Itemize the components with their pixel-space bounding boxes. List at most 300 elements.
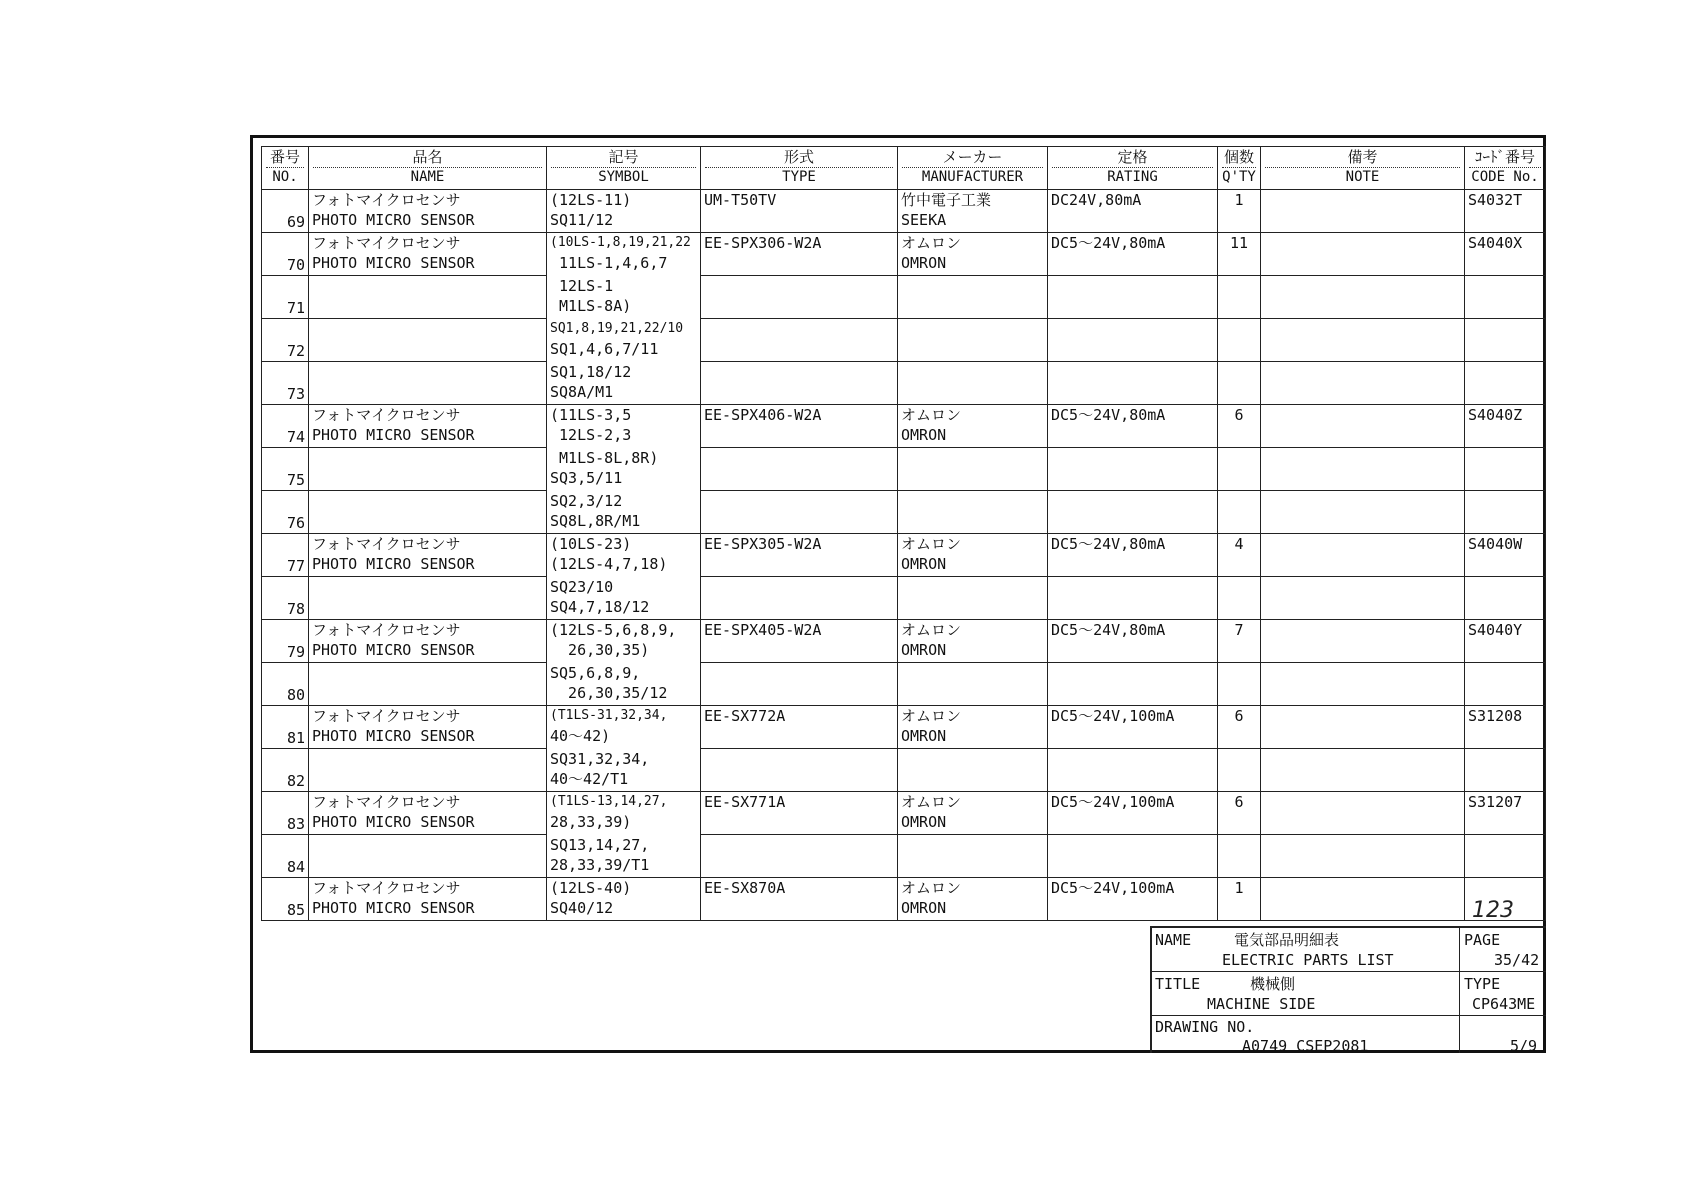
item-type	[701, 620, 898, 663]
item-symbol	[547, 405, 701, 448]
column-header-jp: メーカー	[902, 148, 1043, 168]
item-number-line: 78	[286, 600, 305, 618]
item-name	[309, 534, 547, 577]
item-name	[309, 190, 547, 233]
item-rating	[1048, 878, 1218, 921]
item-rating-line: DC5～24V,80mA	[1051, 535, 1166, 553]
handwritten-note: 123	[1472, 898, 1514, 923]
item-note	[1261, 534, 1465, 577]
item-number-line: 79	[286, 643, 305, 661]
item-symbol	[547, 190, 701, 233]
column-header	[1465, 147, 1546, 190]
item-manufacturer	[898, 534, 1048, 577]
item-symbol-line: (12LS-5,6,8,9,	[550, 621, 677, 639]
item-rating	[1048, 534, 1218, 577]
column-header	[1048, 147, 1218, 190]
item-number	[262, 663, 309, 706]
item-symbol	[547, 276, 701, 319]
item-name-line: PHOTO MICRO SENSOR	[312, 211, 475, 229]
item-manufacturer-line: 竹中電子工業	[901, 191, 992, 209]
item-rating	[1048, 577, 1218, 620]
item-number	[262, 190, 309, 233]
item-note	[1261, 233, 1465, 276]
item-quantity	[1218, 362, 1261, 405]
document-name-jp: 電気部品明細表	[1234, 931, 1340, 949]
item-number-line: 85	[286, 901, 305, 919]
item-symbol	[547, 362, 701, 405]
item-name	[309, 233, 547, 276]
column-header-en: NO.	[272, 169, 298, 185]
table-row	[262, 448, 1546, 491]
item-type	[701, 190, 898, 233]
item-name-line: PHOTO MICRO SENSOR	[312, 641, 475, 659]
item-code	[1465, 792, 1546, 835]
item-number	[262, 706, 309, 749]
item-name	[309, 663, 547, 706]
item-quantity-line: 6	[1234, 406, 1244, 424]
item-type	[701, 835, 898, 878]
name-label: NAME	[1155, 931, 1192, 949]
item-type-line: EE-SX771A	[704, 793, 786, 811]
item-note	[1261, 276, 1465, 319]
item-quantity	[1218, 190, 1261, 233]
item-symbol-line: SQ13,14,27,	[550, 835, 650, 854]
item-manufacturer	[898, 190, 1048, 233]
item-name	[309, 706, 547, 749]
item-number-line: 73	[286, 385, 305, 403]
item-symbol-line: SQ1,4,6,7/11	[550, 339, 659, 358]
drawing-no-label: DRAWING NO.	[1155, 1018, 1255, 1036]
item-type	[701, 319, 898, 362]
item-rating	[1048, 319, 1218, 362]
item-symbol-line: (T1LS-13,14,27,	[550, 794, 668, 809]
item-number-line: 69	[286, 213, 305, 231]
title-block-drawing-row	[1152, 1016, 1546, 1055]
column-header	[262, 147, 309, 190]
item-quantity	[1218, 835, 1261, 878]
item-type-line: EE-SX870A	[704, 879, 786, 897]
item-symbol-line: (11LS-3,5	[550, 406, 632, 424]
item-symbol-line: 26,30,35/12	[550, 683, 668, 702]
table-row	[262, 878, 1546, 921]
title-block-title-row	[1152, 972, 1546, 1016]
item-rating-line: DC5～24V,80mA	[1051, 406, 1166, 424]
item-note	[1261, 663, 1465, 706]
item-type	[701, 878, 898, 921]
item-rating	[1048, 362, 1218, 405]
item-rating	[1048, 706, 1218, 749]
item-symbol	[547, 448, 701, 491]
item-quantity	[1218, 276, 1261, 319]
item-note	[1261, 362, 1465, 405]
table-row	[262, 749, 1546, 792]
item-manufacturer-line: オムロン	[901, 234, 962, 252]
item-quantity	[1218, 663, 1261, 706]
item-number-line: 76	[286, 514, 305, 532]
item-rating-line: DC5～24V,100mA	[1051, 793, 1175, 811]
item-name-line: フォトマイクロセンサ	[312, 406, 461, 424]
item-name-line: PHOTO MICRO SENSOR	[312, 727, 475, 745]
table-row	[262, 620, 1546, 663]
item-symbol-line: 11LS-1,4,6,7	[550, 254, 668, 272]
item-note	[1261, 878, 1465, 921]
item-name	[309, 835, 547, 878]
item-manufacturer	[898, 792, 1048, 835]
table-row	[262, 577, 1546, 620]
item-name-line: フォトマイクロセンサ	[312, 879, 461, 897]
item-note	[1261, 749, 1465, 792]
item-symbol-line: SQ23/10	[550, 577, 614, 596]
item-code	[1465, 190, 1546, 233]
item-manufacturer	[898, 233, 1048, 276]
item-type	[701, 233, 898, 276]
item-number	[262, 362, 309, 405]
item-number-line: 77	[286, 557, 305, 575]
item-symbol-line: 28,33,39)	[550, 813, 632, 831]
item-code	[1465, 491, 1546, 534]
item-note	[1261, 835, 1465, 878]
item-quantity-line: 7	[1234, 621, 1244, 639]
item-name-line: フォトマイクロセンサ	[312, 191, 461, 209]
item-number	[262, 620, 309, 663]
column-header-jp: 品名	[313, 148, 542, 168]
item-symbol-line: 40～42/T1	[550, 769, 629, 788]
item-manufacturer	[898, 319, 1048, 362]
item-number	[262, 276, 309, 319]
page-label: PAGE	[1464, 931, 1501, 949]
item-number	[262, 405, 309, 448]
item-quantity	[1218, 749, 1261, 792]
item-code	[1465, 319, 1546, 362]
item-symbol-line: 28,33,39/T1	[550, 855, 650, 874]
item-symbol-line: 40～42)	[550, 727, 611, 745]
item-rating-line: DC5～24V,100mA	[1051, 879, 1175, 897]
column-header-en: CODE No.	[1471, 169, 1539, 185]
item-quantity	[1218, 233, 1261, 276]
column-header	[1261, 147, 1465, 190]
item-manufacturer-line: OMRON	[901, 813, 947, 831]
item-rating	[1048, 792, 1218, 835]
item-name-line: フォトマイクロセンサ	[312, 535, 461, 553]
item-code-line: S4040W	[1468, 535, 1523, 553]
item-number	[262, 835, 309, 878]
item-symbol	[547, 835, 701, 878]
title-en: MACHINE SIDE	[1207, 995, 1316, 1013]
item-quantity	[1218, 577, 1261, 620]
item-number-line: 74	[286, 428, 305, 446]
item-number	[262, 749, 309, 792]
item-quantity	[1218, 534, 1261, 577]
item-rating	[1048, 749, 1218, 792]
table-row	[262, 835, 1546, 878]
item-name	[309, 792, 547, 835]
item-note	[1261, 448, 1465, 491]
item-note	[1261, 190, 1465, 233]
column-header-en: Q'TY	[1222, 169, 1256, 185]
item-number	[262, 577, 309, 620]
item-number-line: 72	[286, 342, 305, 360]
item-name	[309, 319, 547, 362]
item-symbol	[547, 663, 701, 706]
item-rating-line: DC5～24V,80mA	[1051, 234, 1166, 252]
item-manufacturer	[898, 706, 1048, 749]
item-note	[1261, 620, 1465, 663]
item-number-line: 81	[286, 729, 305, 747]
item-symbol-line: M1LS-8A)	[550, 296, 632, 315]
item-code-line: S31207	[1468, 793, 1523, 811]
column-header-en: MANUFACTURER	[921, 169, 1024, 185]
item-code	[1465, 276, 1546, 319]
column-header	[898, 147, 1048, 190]
item-quantity-line: 6	[1234, 793, 1244, 811]
item-manufacturer	[898, 491, 1048, 534]
item-manufacturer-line: オムロン	[901, 879, 962, 897]
column-header-en: NAME	[410, 169, 445, 185]
item-type-line: EE-SPX306-W2A	[704, 234, 822, 252]
column-header-jp: 定格	[1052, 148, 1213, 168]
item-note	[1261, 706, 1465, 749]
table-row	[262, 362, 1546, 405]
item-symbol	[547, 534, 701, 577]
item-manufacturer-line: OMRON	[901, 727, 947, 745]
item-type-line: EE-SPX406-W2A	[704, 406, 822, 424]
item-code-line: S31208	[1468, 707, 1523, 725]
item-manufacturer-line: オムロン	[901, 406, 962, 424]
item-symbol-line: 26,30,35)	[550, 641, 650, 659]
item-manufacturer	[898, 448, 1048, 491]
column-header-en: NOTE	[1345, 169, 1380, 185]
column-header-jp: 個数	[1223, 148, 1254, 166]
item-code	[1465, 233, 1546, 276]
item-manufacturer	[898, 276, 1048, 319]
item-manufacturer-line: OMRON	[901, 641, 947, 659]
header-row	[262, 147, 1546, 190]
item-symbol-line: (12LS-4,7,18)	[550, 555, 668, 573]
item-note	[1261, 491, 1465, 534]
item-manufacturer	[898, 663, 1048, 706]
page-number: 35/42	[1494, 951, 1540, 969]
item-number-line: 71	[286, 299, 305, 317]
item-type	[701, 491, 898, 534]
item-symbol-line: SQ4,7,18/12	[550, 597, 650, 616]
item-symbol-line: M1LS-8L,8R)	[550, 448, 659, 467]
item-name-line: PHOTO MICRO SENSOR	[312, 254, 475, 272]
item-quantity	[1218, 620, 1261, 663]
item-manufacturer-line: OMRON	[901, 254, 947, 272]
item-manufacturer	[898, 620, 1048, 663]
title-block-name-row	[1152, 928, 1546, 972]
item-name	[309, 276, 547, 319]
item-manufacturer	[898, 878, 1048, 921]
item-number	[262, 319, 309, 362]
item-code-line: S4040Z	[1468, 406, 1523, 424]
item-symbol-line: SQ1,8,19,21,22/10	[550, 320, 684, 336]
item-code	[1465, 620, 1546, 663]
item-name-line: PHOTO MICRO SENSOR	[312, 426, 475, 444]
item-rating	[1048, 276, 1218, 319]
item-manufacturer-line: オムロン	[901, 793, 962, 811]
item-manufacturer-line: オムロン	[901, 535, 962, 553]
parts-rows	[262, 190, 1546, 921]
item-name	[309, 405, 547, 448]
column-header-en: SYMBOL	[598, 169, 649, 185]
item-code	[1465, 577, 1546, 620]
table-row	[262, 276, 1546, 319]
column-header-en: TYPE	[782, 169, 816, 185]
item-rating	[1048, 190, 1218, 233]
item-quantity	[1218, 405, 1261, 448]
item-code	[1465, 835, 1546, 878]
item-symbol-line: SQ8L,8R/M1	[550, 511, 641, 530]
item-symbol-line: SQ31,32,34,	[550, 749, 650, 768]
item-symbol-line: SQ2,3/12	[550, 491, 623, 510]
item-manufacturer-line: SEEKA	[901, 211, 947, 229]
item-symbol-line: (12LS-40)	[550, 879, 632, 897]
item-code-line: S4040Y	[1468, 621, 1523, 639]
item-type	[701, 577, 898, 620]
title-block	[1150, 926, 1546, 1053]
item-symbol-line: (10LS-1,8,19,21,22	[550, 235, 691, 250]
table-row	[262, 706, 1546, 749]
column-header	[309, 147, 547, 190]
item-symbol-line: SQ11/12	[550, 211, 614, 229]
item-name-line: フォトマイクロセンサ	[312, 707, 461, 725]
item-type	[701, 663, 898, 706]
item-number-line: 82	[286, 772, 305, 790]
item-manufacturer-line: OMRON	[901, 899, 947, 917]
item-symbol-line: (T1LS-31,32,34,	[550, 708, 668, 723]
column-header-jp: 番号	[266, 148, 304, 168]
table-row	[262, 233, 1546, 276]
electric-parts-table	[261, 146, 1546, 921]
item-code-line: S4040X	[1468, 234, 1523, 252]
item-rating-line: DC5～24V,100mA	[1051, 707, 1175, 725]
item-name-line: PHOTO MICRO SENSOR	[312, 555, 475, 573]
item-type	[701, 362, 898, 405]
item-quantity-line: 1	[1234, 879, 1244, 897]
table-row	[262, 190, 1546, 233]
column-header	[1218, 147, 1261, 190]
item-quantity-line: 11	[1229, 234, 1249, 252]
item-quantity-line: 6	[1234, 707, 1244, 725]
item-number	[262, 534, 309, 577]
item-code	[1465, 362, 1546, 405]
item-manufacturer	[898, 835, 1048, 878]
item-note	[1261, 319, 1465, 362]
item-symbol	[547, 749, 701, 792]
item-number	[262, 878, 309, 921]
item-quantity	[1218, 319, 1261, 362]
item-name-line: PHOTO MICRO SENSOR	[312, 899, 475, 917]
item-manufacturer-line: オムロン	[901, 621, 962, 639]
item-number-line: 75	[286, 471, 305, 489]
column-header-en: RATING	[1107, 169, 1158, 185]
item-type-line: EE-SPX405-W2A	[704, 621, 822, 639]
item-name-line: PHOTO MICRO SENSOR	[312, 813, 475, 831]
item-number	[262, 792, 309, 835]
table-row	[262, 663, 1546, 706]
item-type-line: UM-T50TV	[704, 191, 777, 209]
item-code	[1465, 405, 1546, 448]
type-label: TYPE	[1464, 975, 1501, 993]
item-code	[1465, 534, 1546, 577]
title-jp: 機械側	[1250, 975, 1296, 993]
item-type	[701, 405, 898, 448]
item-quantity	[1218, 448, 1261, 491]
column-header	[547, 147, 701, 190]
item-rating	[1048, 448, 1218, 491]
item-name	[309, 491, 547, 534]
item-symbol-line: 12LS-1	[550, 276, 614, 295]
item-manufacturer	[898, 405, 1048, 448]
item-quantity	[1218, 792, 1261, 835]
item-quantity-line: 1	[1234, 191, 1244, 209]
item-number-line: 84	[286, 858, 305, 876]
document-name-en: ELECTRIC PARTS LIST	[1222, 951, 1394, 969]
item-name	[309, 577, 547, 620]
item-rating-line: DC24V,80mA	[1051, 191, 1142, 209]
item-note	[1261, 405, 1465, 448]
item-rating	[1048, 620, 1218, 663]
item-code-line: S4032T	[1468, 191, 1523, 209]
item-name-line: フォトマイクロセンサ	[312, 793, 461, 811]
item-quantity	[1218, 878, 1261, 921]
item-symbol-line: SQ5,6,8,9,	[550, 663, 641, 682]
item-rating	[1048, 233, 1218, 276]
title-label: TITLE	[1155, 975, 1201, 993]
item-rating	[1048, 835, 1218, 878]
item-rating-line: DC5～24V,80mA	[1051, 621, 1166, 639]
item-type	[701, 276, 898, 319]
item-manufacturer	[898, 362, 1048, 405]
item-name	[309, 448, 547, 491]
item-rating	[1048, 663, 1218, 706]
item-manufacturer	[898, 577, 1048, 620]
table-row	[262, 792, 1546, 835]
item-note	[1261, 577, 1465, 620]
item-code	[1465, 749, 1546, 792]
item-quantity-line: 4	[1234, 535, 1244, 553]
item-type	[701, 706, 898, 749]
item-symbol-line: SQ40/12	[550, 899, 614, 917]
item-name-line: フォトマイクロセンサ	[312, 621, 461, 639]
item-code	[1465, 706, 1546, 749]
item-manufacturer-line: オムロン	[901, 707, 962, 725]
item-name	[309, 749, 547, 792]
item-number-line: 70	[286, 256, 305, 274]
column-header-jp: ｺｰﾄﾞ番号	[1469, 148, 1541, 168]
item-name	[309, 878, 547, 921]
item-number	[262, 233, 309, 276]
table-row	[262, 491, 1546, 534]
item-symbol	[547, 792, 701, 835]
item-manufacturer	[898, 749, 1048, 792]
item-type-line: EE-SPX305-W2A	[704, 535, 822, 553]
item-symbol-line: SQ3,5/11	[550, 468, 623, 487]
item-number	[262, 491, 309, 534]
item-rating	[1048, 491, 1218, 534]
item-symbol	[547, 491, 701, 534]
item-symbol-line: SQ1,18/12	[550, 362, 632, 381]
item-type	[701, 749, 898, 792]
sheet-number: 5/9	[1510, 1037, 1538, 1055]
table-row	[262, 319, 1546, 362]
item-symbol-line: SQ8A/M1	[550, 382, 614, 401]
item-name-line: フォトマイクロセンサ	[312, 234, 461, 252]
item-code	[1465, 448, 1546, 491]
item-code	[1465, 663, 1546, 706]
column-header	[701, 147, 898, 190]
